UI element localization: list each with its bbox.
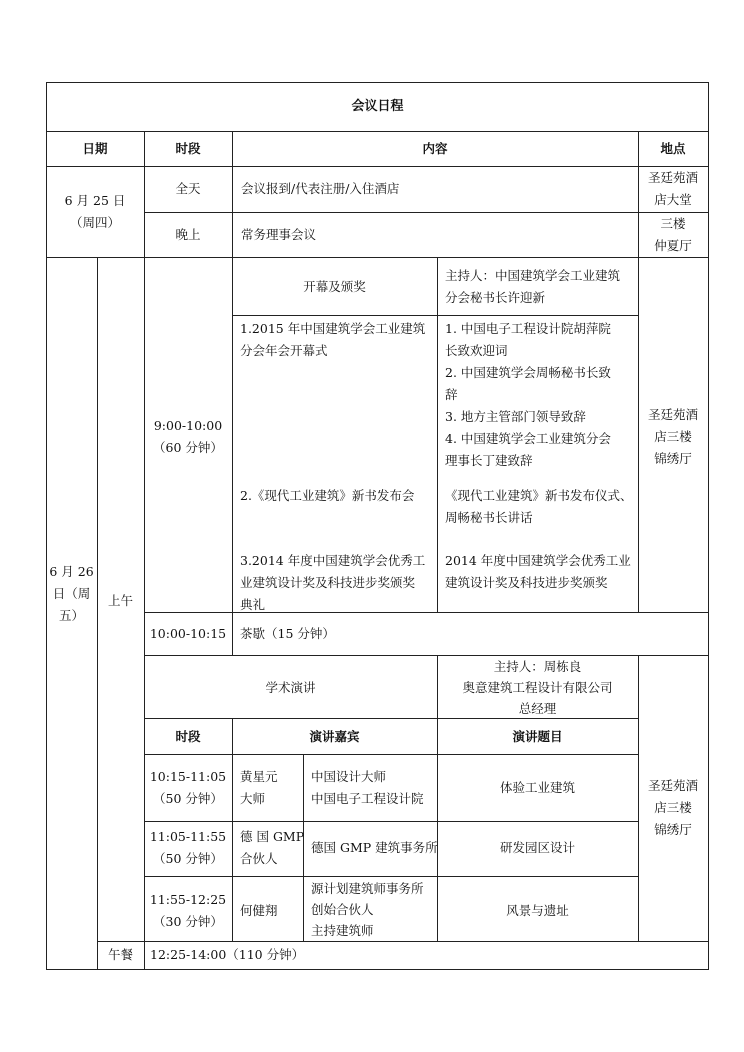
rule (437, 257, 438, 612)
rule-bottom (46, 969, 709, 970)
opening-place: 圣廷苑酒 (647, 407, 698, 422)
day1-weekday: （周四） (69, 215, 120, 230)
lunch-content: 12:25-14:00（110 分钟） (150, 947, 305, 962)
opening-item1-right: 长致欢迎词 (445, 343, 508, 358)
rule (232, 315, 638, 316)
rule (46, 257, 709, 258)
opening-duration: （60 分钟） (153, 440, 223, 455)
talk1-time: 10:15-11:05 (149, 769, 227, 784)
talk1-org: 中国电子工程设计院 (311, 791, 424, 806)
opening-place: 店三楼 (654, 429, 692, 444)
rule (97, 257, 98, 969)
opening-item1-right: 理事长丁建致辞 (445, 453, 533, 468)
opening-item2-right: 《现代工业建筑》新书发布仪式、 (445, 488, 633, 503)
day1-row1-content: 会议报到/代表注册/入住酒店 (241, 181, 400, 196)
rule (144, 612, 709, 613)
talk2-name: 合伙人 (240, 851, 278, 866)
talk3-org: 创始合伙人 (311, 902, 374, 917)
rule (144, 821, 638, 822)
talk2-name: 德 国 GMP (240, 829, 305, 844)
talk3-topic: 风景与遗址 (506, 903, 569, 918)
academic-session-title: 学术演讲 (265, 680, 316, 695)
day2-date: 6 月 26 (49, 564, 94, 579)
talk3-duration: （30 分钟） (153, 914, 223, 929)
rule-right (708, 82, 709, 970)
opening-host: 分会秘书长许迎新 (445, 290, 546, 305)
opening-item1-right: 1. 中国电子工程设计院胡萍院 (445, 321, 611, 336)
academic-host: 总经理 (518, 701, 557, 716)
opening-item1-right: 辞 (445, 387, 458, 402)
talk2-duration: （50 分钟） (153, 851, 223, 866)
talk2-org: 德国 GMP 建筑事务所 (311, 840, 438, 855)
academic-host: 奥意建筑工程设计有限公司 (462, 680, 613, 695)
opening-item3-left: 3.2014 年度中国建筑学会优秀工 (240, 553, 426, 568)
academic-place: 锦绣厅 (654, 822, 692, 837)
day1-row2-content: 常务理事会议 (241, 227, 317, 242)
header-place: 地点 (660, 141, 686, 156)
academic-host: 主持人：周栋良 (493, 659, 582, 674)
talks-header-speaker: 演讲嘉宾 (309, 729, 360, 744)
rule (97, 941, 709, 942)
day1-row2-place: 三楼 (660, 216, 686, 231)
talk1-topic: 体验工业建筑 (499, 780, 575, 795)
talk3-org: 源计划建筑师事务所 (311, 881, 424, 896)
talk1-name: 黄星元 (240, 769, 278, 784)
opening-item3-right: 2014 年度中国建筑学会优秀工业 (445, 553, 631, 568)
academic-place: 店三楼 (654, 800, 692, 815)
opening-item1-right: 3. 地方主管部门领导致辞 (445, 409, 586, 424)
opening-item3-right: 建筑设计奖及科技进步奖颁奖 (445, 575, 608, 590)
rule-top (46, 82, 709, 83)
talk1-duration: （50 分钟） (153, 791, 223, 806)
header-date: 日期 (82, 141, 108, 156)
rule (232, 612, 233, 655)
opening-host: 主持人：中国建筑学会工业建筑 (445, 268, 621, 283)
talk1-org: 中国设计大师 (311, 769, 387, 784)
talks-header-topic: 演讲题目 (512, 729, 563, 744)
day1-row1-place: 店大堂 (654, 192, 692, 207)
day1-row2-place: 仲夏厅 (654, 238, 692, 253)
rule (232, 257, 233, 612)
opening-time: 9:00-10:00 (153, 418, 223, 433)
opening-item3-left: 典礼 (240, 597, 266, 612)
day1-row1-place: 圣廷苑酒 (647, 170, 698, 185)
opening-item1-left: 分会年会开幕式 (240, 343, 328, 358)
tea-content: 茶歇（15 分钟） (240, 626, 335, 641)
lunch-label: 午餐 (107, 947, 133, 962)
talk3-name: 何健翔 (240, 903, 278, 918)
academic-place: 圣廷苑酒 (647, 778, 698, 793)
morning-label: 上午 (107, 593, 133, 608)
tea-time: 10:00-10:15 (149, 626, 227, 641)
opening-item1-right: 4. 中国建筑学会工业建筑分会 (445, 431, 611, 446)
talks-header-period: 时段 (175, 729, 201, 744)
talk1-name: 大师 (240, 791, 266, 806)
opening-item3-left: 业建筑设计奖及科技进步奖颁奖 (240, 575, 416, 590)
opening-item2-left: 2.《现代工业建筑》新书发布会 (240, 488, 415, 503)
day1-row2-period: 晚上 (175, 227, 201, 242)
day1-date: 6 月 25 日 (64, 193, 126, 208)
day1-row1-period: 全天 (175, 181, 201, 196)
day2-date: 日（周 (52, 586, 91, 601)
opening-session-title: 开幕及颁奖 (303, 279, 366, 294)
talk2-topic: 研发园区设计 (499, 840, 575, 855)
rule (144, 754, 638, 755)
header-period: 时段 (175, 141, 201, 156)
opening-place: 锦绣厅 (654, 451, 692, 466)
rule (46, 131, 709, 132)
talk3-time: 11:55-12:25 (149, 892, 227, 907)
rule (232, 718, 233, 941)
header-content: 内容 (422, 141, 448, 156)
opening-item2-right: 周畅秘书长讲话 (445, 510, 533, 525)
page-title: 会议日程 (351, 99, 404, 114)
rule (46, 166, 709, 167)
rule (144, 212, 709, 213)
talk2-time: 11:05-11:55 (149, 829, 227, 844)
rule (144, 876, 638, 877)
day2-date: 五） (58, 608, 84, 623)
talk3-org: 主持建筑师 (311, 923, 374, 938)
opening-item1-right: 2. 中国建筑学会周畅秘书长致 (445, 365, 611, 380)
opening-item1-left: 1.2015 年中国建筑学会工业建筑 (240, 321, 426, 336)
